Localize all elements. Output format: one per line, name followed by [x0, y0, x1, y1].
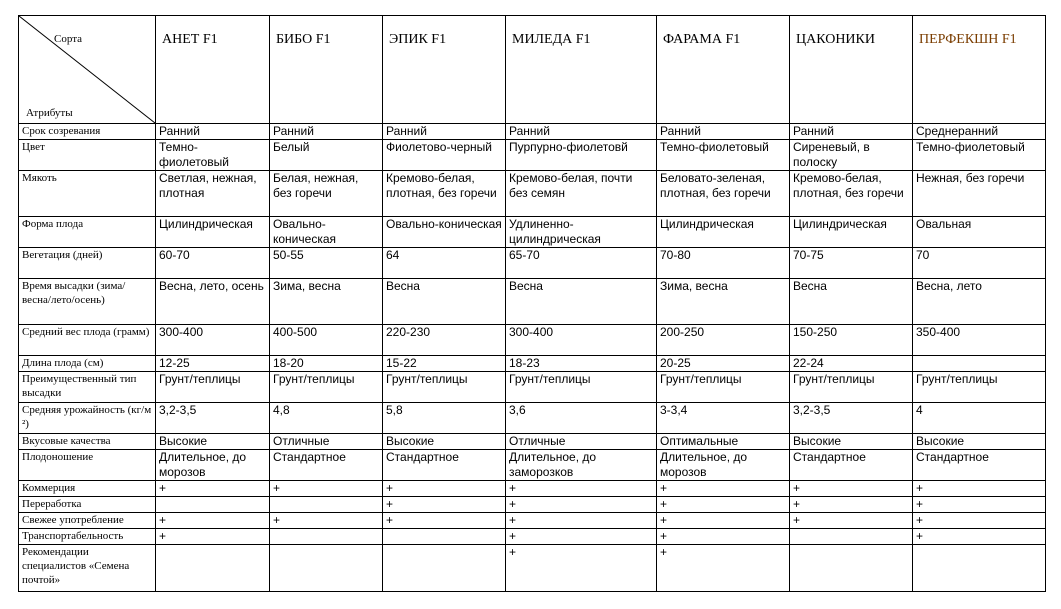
table-row [19, 279, 1046, 325]
table-cell: Стандартное [913, 450, 1046, 481]
table-cell: 64 [383, 248, 506, 279]
table-cell: Грунт/теплицы [506, 372, 657, 403]
table-cell: Кремово-белая, плотная, без горечи [790, 171, 913, 217]
table-cell: + [506, 497, 657, 513]
header-variety-bibo: БИБО F1 [270, 16, 383, 124]
corner-label-attributes: Атрибуты [26, 107, 73, 119]
eggplant-varieties-table [18, 15, 1046, 592]
header-variety-mileda: МИЛЕДА F1 [506, 16, 657, 124]
table-cell: 60-70 [156, 248, 270, 279]
table-row [19, 356, 1046, 372]
table-row [19, 217, 1046, 248]
table-row [19, 545, 1046, 592]
header-variety-tsakoniki: ЦАКОНИКИ [790, 16, 913, 124]
table-cell: Весна [506, 279, 657, 325]
table-row [19, 481, 1046, 497]
table-cell [156, 545, 270, 592]
attribute-label: Преимущественный тип высадки [19, 372, 156, 403]
table-cell: Ранний [270, 124, 383, 140]
table-cell: Нежная, без горечи [913, 171, 1046, 217]
table-cell: 5,8 [383, 403, 506, 434]
table-cell: Длительное, до морозов [156, 450, 270, 481]
table-cell: Оптимальные [657, 434, 790, 450]
table-cell [156, 497, 270, 513]
table-cell: + [657, 529, 790, 545]
table-cell: Ранний [156, 124, 270, 140]
header-row [19, 16, 1046, 124]
table-cell: Грунт/теплицы [657, 372, 790, 403]
table-cell: Темно-фиолетовый [156, 140, 270, 171]
table-cell: + [270, 513, 383, 529]
table-cell: Грунт/теплицы [913, 372, 1046, 403]
table-cell: Грунт/теплицы [270, 372, 383, 403]
corner-cell [19, 16, 156, 124]
table-cell: + [383, 497, 506, 513]
table-cell: 70 [913, 248, 1046, 279]
table-cell [913, 545, 1046, 592]
table-cell: 3-3,4 [657, 403, 790, 434]
table-cell: + [790, 481, 913, 497]
table-cell: Высокие [156, 434, 270, 450]
table-cell: + [913, 529, 1046, 545]
table-cell: 12-25 [156, 356, 270, 372]
table-cell [790, 545, 913, 592]
table-cell: 18-23 [506, 356, 657, 372]
table-row [19, 450, 1046, 481]
table-cell: + [383, 481, 506, 497]
table-cell [270, 529, 383, 545]
table-cell: + [913, 513, 1046, 529]
table-row [19, 140, 1046, 171]
table-cell: + [506, 481, 657, 497]
attribute-label: Форма плода [19, 217, 156, 248]
table-cell: + [657, 545, 790, 592]
table-cell [913, 356, 1046, 372]
table-cell: Светлая, нежная, плотная [156, 171, 270, 217]
attribute-label: Мякоть [19, 171, 156, 217]
table-cell: Цилиндрическая [790, 217, 913, 248]
table-cell: 3,2-3,5 [156, 403, 270, 434]
table-cell: Длительное, до заморозков [506, 450, 657, 481]
table-row [19, 372, 1046, 403]
attribute-label: Время высадки (зима/весна/лето/осень) [19, 279, 156, 325]
table-cell: Овально-коническая [383, 217, 506, 248]
table-cell: Пурпурно-фиолетовй [506, 140, 657, 171]
table-cell: Беловато-зеленая, плотная, без горечи [657, 171, 790, 217]
table-cell: Темно-фиолетовый [913, 140, 1046, 171]
table-cell: Грунт/теплицы [790, 372, 913, 403]
table-cell: + [506, 545, 657, 592]
attribute-label: Срок созревания [19, 124, 156, 140]
table-cell: Цилиндрическая [156, 217, 270, 248]
table-cell: + [506, 529, 657, 545]
header-variety-perfekshn: ПЕРФЕКШН F1 [913, 16, 1046, 124]
table-cell: 300-400 [156, 325, 270, 356]
table-cell: + [506, 513, 657, 529]
table-cell: Высокие [383, 434, 506, 450]
table-cell [383, 545, 506, 592]
table-cell: Среднеранний [913, 124, 1046, 140]
table-cell: Стандартное [790, 450, 913, 481]
attribute-label: Коммерция [19, 481, 156, 497]
corner-label-varieties: Сорта [54, 33, 83, 45]
table-cell: 22-24 [790, 356, 913, 372]
comparison-table-wrapper [18, 15, 1046, 592]
table-cell: + [270, 481, 383, 497]
header-variety-epik: ЭПИК F1 [383, 16, 506, 124]
table-row [19, 434, 1046, 450]
attribute-label: Средняя урожайность (кг/м ²) [19, 403, 156, 434]
attribute-label: Рекомендации специалистов «Семена почтой» [19, 545, 156, 592]
table-cell: 15-22 [383, 356, 506, 372]
table-cell: Овальная [913, 217, 1046, 248]
table-row [19, 325, 1046, 356]
table-cell: + [156, 481, 270, 497]
table-cell: Темно-фиолетовый [657, 140, 790, 171]
table-cell: Кремово-белая, плотная, без горечи [383, 171, 506, 217]
table-cell: Длительное, до морозов [657, 450, 790, 481]
table-cell: Грунт/теплицы [383, 372, 506, 403]
table-cell [383, 529, 506, 545]
attribute-label: Вегетация (дней) [19, 248, 156, 279]
table-cell: + [657, 497, 790, 513]
table-cell [270, 497, 383, 513]
attribute-label: Цвет [19, 140, 156, 171]
table-cell: Грунт/теплицы [156, 372, 270, 403]
table-cell: 20-25 [657, 356, 790, 372]
table-cell: 3,6 [506, 403, 657, 434]
attribute-label: Транспортабельность [19, 529, 156, 545]
table-body [19, 16, 1046, 592]
table-row [19, 248, 1046, 279]
table-cell: Отличные [270, 434, 383, 450]
table-cell: + [156, 529, 270, 545]
table-cell: Сиреневый, в полоску [790, 140, 913, 171]
table-cell: Белый [270, 140, 383, 171]
table-cell: 65-70 [506, 248, 657, 279]
attribute-label: Вкусовые качества [19, 434, 156, 450]
table-row [19, 403, 1046, 434]
table-cell: Ранний [383, 124, 506, 140]
table-cell: + [657, 513, 790, 529]
table-cell: + [156, 513, 270, 529]
table-cell: Фиолетово-черный [383, 140, 506, 171]
table-cell: Стандартное [383, 450, 506, 481]
table-cell: Овально-коническая [270, 217, 383, 248]
table-cell: Белая, нежная, без горечи [270, 171, 383, 217]
table-cell: 400-500 [270, 325, 383, 356]
table-row [19, 171, 1046, 217]
table-cell: + [790, 513, 913, 529]
table-cell: Весна [790, 279, 913, 325]
table-cell: 70-80 [657, 248, 790, 279]
table-cell: + [657, 481, 790, 497]
table-cell: Отличные [506, 434, 657, 450]
attribute-label: Длина плода (см) [19, 356, 156, 372]
table-cell: + [913, 497, 1046, 513]
attribute-label: Средний вес плода (грамм) [19, 325, 156, 356]
table-cell: + [383, 513, 506, 529]
table-cell: Зима, весна [657, 279, 790, 325]
header-variety-farama: ФАРАМА F1 [657, 16, 790, 124]
table-row [19, 513, 1046, 529]
table-cell: 18-20 [270, 356, 383, 372]
table-cell: 50-55 [270, 248, 383, 279]
table-cell: 150-250 [790, 325, 913, 356]
table-cell: Весна, лето [913, 279, 1046, 325]
table-row [19, 124, 1046, 140]
table-cell: Зима, весна [270, 279, 383, 325]
table-cell: Ранний [657, 124, 790, 140]
table-cell: Удлиненно-цилиндрическая [506, 217, 657, 248]
table-row [19, 529, 1046, 545]
table-cell: Высокие [913, 434, 1046, 450]
table-cell: Весна, лето, осень [156, 279, 270, 325]
table-cell: 220-230 [383, 325, 506, 356]
table-cell: Весна [383, 279, 506, 325]
table-cell: Кремово-белая, почти без семян [506, 171, 657, 217]
table-row [19, 497, 1046, 513]
table-cell: 3,2-3,5 [790, 403, 913, 434]
table-cell: Ранний [790, 124, 913, 140]
table-cell: + [790, 497, 913, 513]
table-cell: 4 [913, 403, 1046, 434]
table-cell: 300-400 [506, 325, 657, 356]
table-cell: Цилиндрическая [657, 217, 790, 248]
table-cell: 4,8 [270, 403, 383, 434]
table-cell: Высокие [790, 434, 913, 450]
attribute-label: Переработка [19, 497, 156, 513]
table-cell [790, 529, 913, 545]
table-cell: 200-250 [657, 325, 790, 356]
table-cell: Стандартное [270, 450, 383, 481]
attribute-label: Свежее употребление [19, 513, 156, 529]
table-cell: 70-75 [790, 248, 913, 279]
table-cell: + [913, 481, 1046, 497]
table-cell: Ранний [506, 124, 657, 140]
table-cell: 350-400 [913, 325, 1046, 356]
header-variety-anet: АНЕТ F1 [156, 16, 270, 124]
table-cell [270, 545, 383, 592]
attribute-label: Плодоношение [19, 450, 156, 481]
